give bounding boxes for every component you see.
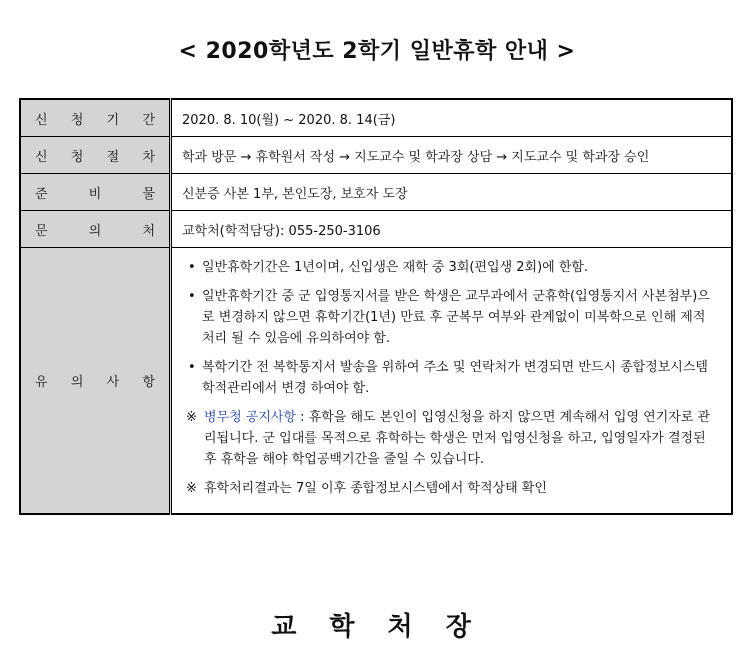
- row-label: [20, 137, 171, 174]
- table-row-procedure: [20, 137, 732, 174]
- label-char: 신: [35, 112, 48, 128]
- label-char: 물: [142, 186, 155, 202]
- military-notice-text: : 휴학을 해도 본인이 입영신청을 하지 않으면 계속해서 입영 연기자로 관리됩니다. 군 입대를 목적으로 휴학하는 학생은 먼저 입영신청을 하고, 입영일자가 결정된 후 휴학을 해야 학업공백기간을 줄일 수 있습니다.: [204, 410, 711, 467]
- notes-content: [171, 248, 733, 515]
- row-label: [20, 99, 171, 137]
- final-note: [184, 478, 721, 499]
- notice-table: [19, 98, 733, 515]
- reference-mark-icon: ※: [186, 481, 197, 496]
- note-bullet-item: [184, 286, 721, 349]
- label-char: 차: [142, 149, 155, 165]
- label-char: 처: [142, 223, 155, 239]
- bullet-icon: •: [188, 360, 196, 375]
- label-char: 의: [88, 223, 102, 239]
- reference-mark-icon: ※: [186, 410, 197, 425]
- table-row-notes: [20, 248, 732, 515]
- table-row-supplies: [20, 174, 732, 211]
- issuer-signature: 교 학 처 장: [271, 612, 483, 642]
- row-label: [20, 174, 171, 211]
- military-notice-label: 병무청 공지사항: [204, 410, 297, 425]
- note-text: 복학기간 전 복학통지서 발송을 위하여 주소 및 연락처가 변경되면 반드시 종합정보시스템 학적관리에서 변경 하여야 함.: [202, 360, 708, 396]
- label-char: 유: [35, 375, 48, 390]
- label-char: 의: [70, 375, 84, 390]
- table-row-period: [20, 99, 732, 137]
- label-char: 간: [142, 112, 155, 128]
- military-notice: [184, 407, 721, 470]
- label-char: 기: [106, 112, 120, 128]
- note-text: 일반휴학기간은 1년이며, 신입생은 재학 중 3회(편입생 2회)에 한함.: [202, 260, 589, 275]
- row-label: [20, 248, 171, 515]
- note-bullet-item: [184, 357, 721, 399]
- final-note-text: 휴학처리결과는 7일 이후 종합정보시스템에서 학적상태 확인: [204, 481, 547, 496]
- row-value: 2020. 8. 10(월) ~ 2020. 8. 14(금): [171, 99, 733, 137]
- label-char: 신: [35, 149, 48, 165]
- bullet-icon: •: [188, 289, 196, 304]
- label-char: 청: [70, 149, 84, 165]
- bullet-icon: •: [188, 260, 196, 275]
- label-char: 문: [35, 223, 48, 239]
- label-char: 절: [106, 149, 120, 165]
- note-bullet-item: [184, 257, 721, 278]
- row-label: [20, 211, 171, 248]
- page-title: < 2020학년도 2학기 일반휴학 안내 >: [178, 39, 576, 64]
- row-value: 학과 방문 → 휴학원서 작성 → 지도교수 및 학과장 상담 → 지도교수 및 학과장 승인: [171, 137, 733, 174]
- label-char: 비: [88, 186, 102, 202]
- row-value: 신분증 사본 1부, 본인도장, 보호자 도장: [171, 174, 733, 211]
- row-value: 교학처(학적담당): 055-250-3106: [171, 211, 733, 248]
- label-char: 준: [35, 186, 48, 202]
- label-char: 청: [70, 112, 84, 128]
- note-text: 일반휴학기간 중 군 입영통지서를 받은 학생은 교무과에서 군휴학(입영통지서 사본첨부)으로 변경하지 않으면 휴학기간(1년) 만료 후 군복무 여부와 관계없이 미복학으로 인해 제적 처리 될 수 있음에 유의하여야 함.: [202, 289, 710, 346]
- label-char: 사: [106, 375, 120, 390]
- table-row-contact: [20, 211, 732, 248]
- label-char: 항: [142, 375, 155, 390]
